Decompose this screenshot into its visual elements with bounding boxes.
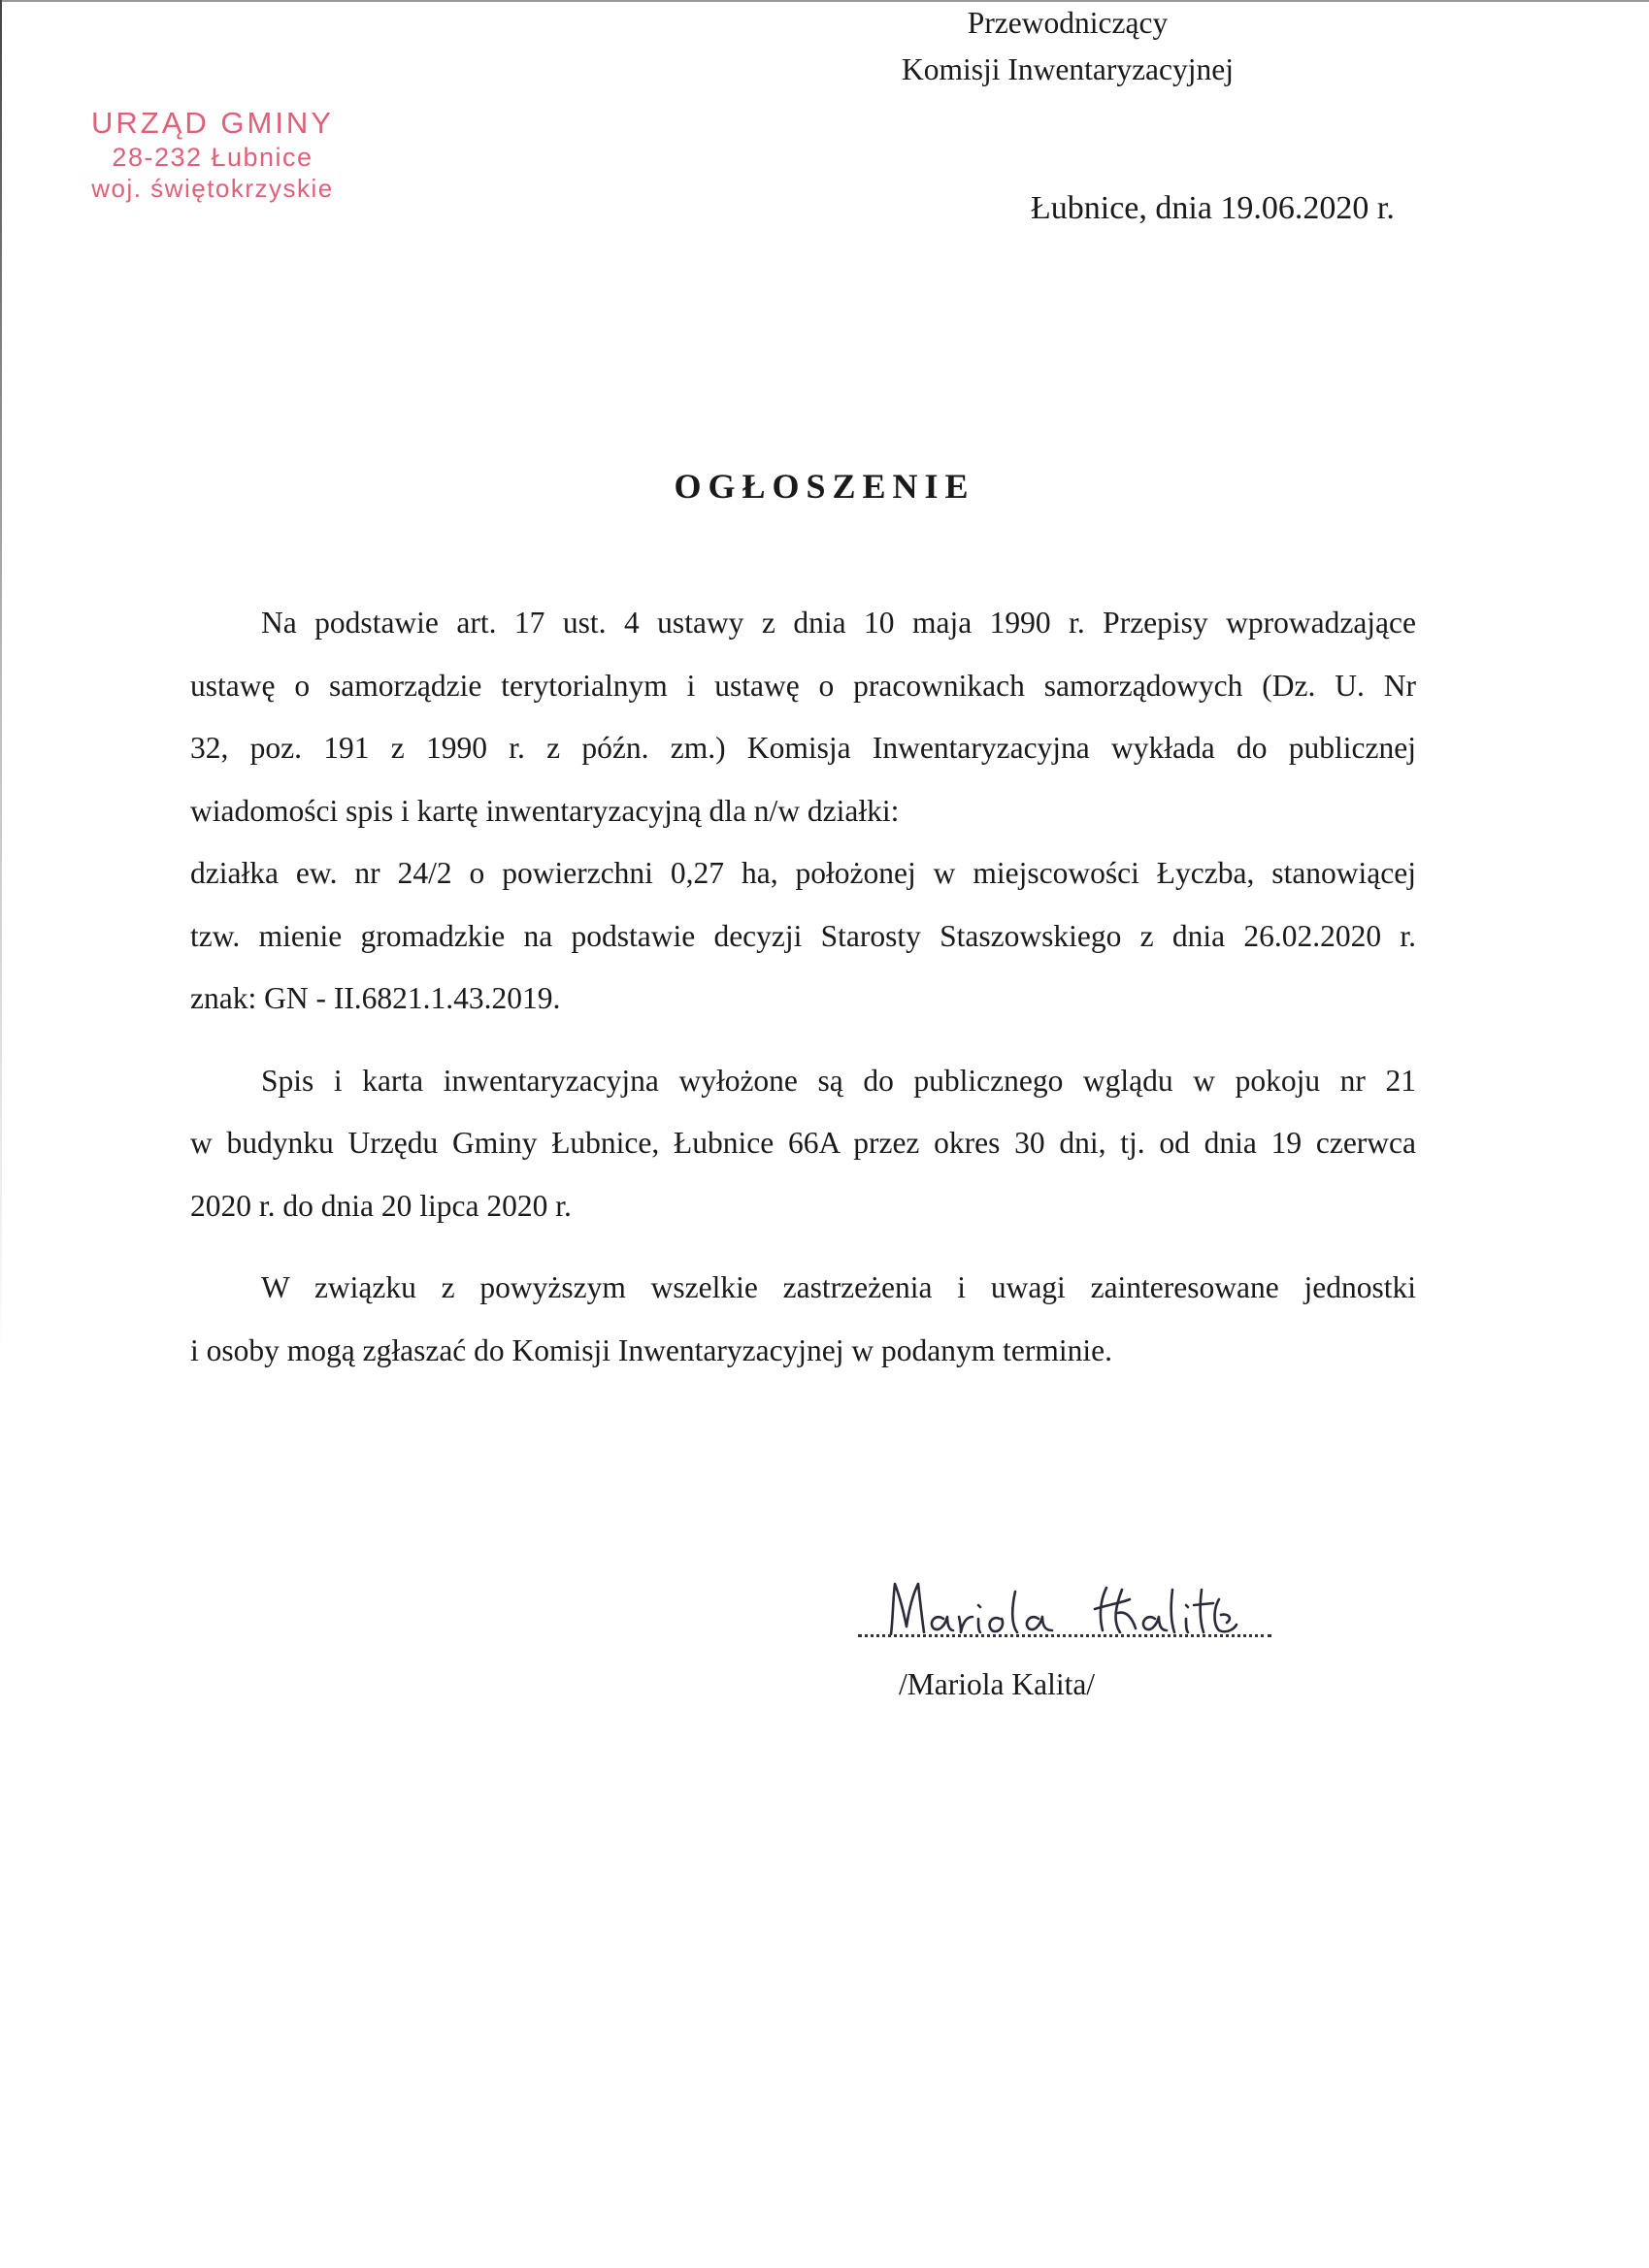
chairperson-role-line-2: Komisji Inwentaryzacyjnej [901,52,1234,86]
scan-top-edge [0,0,1649,2]
stamp-line-1: URZĄD GMINY [91,106,334,140]
scan-left-edge [0,0,2,2268]
body-line: w budynku Urzędu Gminy Łubnice, Łubnice 66A przez okres 30 dni, tj. od dnia 19 czerwca [190,1126,1416,1160]
body-line: ustawę o samorządzie terytorialnym i ustawę o pracownikach samorządowych (Dz. U. Nr [190,668,1416,703]
document-body [190,592,1416,1382]
paragraph-3 [190,1050,1416,1238]
signatory-name: /Mariola Kalita/ [899,1667,1096,1701]
paragraph-2 [190,842,1416,1031]
body-line: W związku z powyższym wszelkie zastrzeżenia i uwagi zainteresowane jednostki [261,1270,1416,1304]
office-stamp [72,105,353,204]
signature-dotted-line [858,1634,1271,1637]
handwritten-signature [858,1570,1285,1648]
paragraph-1 [190,592,1416,842]
body-line: działka ew. nr 24/2 o powierzchni 0,27 ha, położonej w miejscowości Łyczba, stanowiącej [190,856,1416,890]
body-line: 32, poz. 191 z 1990 r. z późn. zm.) Komisja Inwentaryzacyjna wykłada do publicznej [190,731,1416,765]
chairperson-title [854,0,1281,93]
body-line: znak: GN - II.6821.1.43.2019. [190,981,561,1015]
body-line: tzw. mienie gromadzkie na podstawie decyzji Starosty Staszowskiego z dnia 26.02.2020 r. [190,918,1416,953]
body-line: Na podstawie art. 17 ust. 4 ustawy z dnia 10 maja 1990 r. Przepisy wprowadzające [261,606,1416,640]
body-line: i osoby mogą zgłaszać do Komisji Inwentaryzacyjnej w podanym terminie. [190,1332,1112,1367]
body-line: Spis i karta inwentaryzacyjna wyłożone są do publicznego wglądu w pokoju nr 21 [261,1063,1416,1098]
document-title: OGŁOSZENIE [674,467,975,506]
body-line: 2020 r. do dnia 20 lipca 2020 r. [190,1188,572,1223]
body-line: wiadomości spis i kartę inwentaryzacyjną dla n/w działki: [190,793,900,828]
stamp-line-2: 28-232 Łubnice [112,142,313,172]
stamp-line-3: woj. świętokrzyskie [91,173,334,203]
document-date: Łubnice, dnia 19.06.2020 r. [1031,190,1395,226]
paragraph-4 [190,1257,1416,1382]
chairperson-role-line-1: Przewodniczący [967,6,1169,40]
